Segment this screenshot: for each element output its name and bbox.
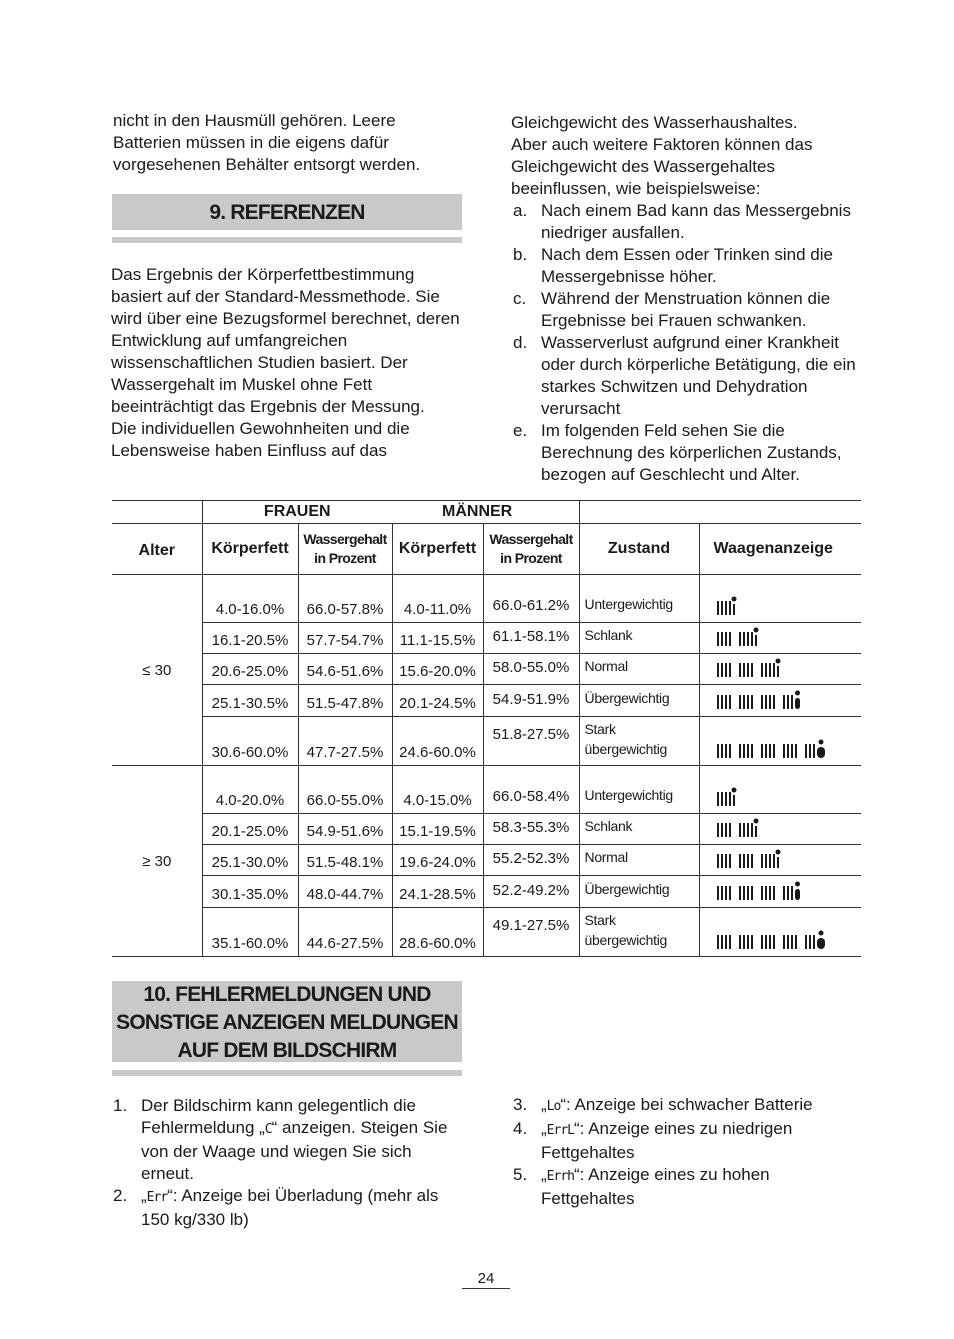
factor-list bbox=[511, 200, 866, 486]
display-bar bbox=[717, 695, 719, 709]
state-line: Stark bbox=[584, 721, 616, 737]
women-bodyfat-cell: 30.1-35.0% bbox=[202, 876, 298, 908]
men-bodyfat-cell: 24.1-28.5% bbox=[392, 876, 483, 908]
person-head bbox=[795, 691, 800, 696]
display-bar bbox=[717, 601, 719, 615]
display-bar bbox=[761, 744, 763, 758]
person-head bbox=[775, 659, 780, 664]
display-bar bbox=[717, 854, 719, 868]
state-cell: Normal bbox=[579, 845, 699, 876]
section-9-rule bbox=[112, 237, 462, 243]
lcd-code: Errh bbox=[546, 1169, 574, 1184]
page-number: 24 bbox=[462, 1270, 510, 1289]
scale-display-icon bbox=[717, 593, 745, 616]
men-bodyfat-cell: 20.1-24.5% bbox=[392, 685, 483, 717]
display-bar bbox=[721, 854, 723, 868]
scale-display-icon bbox=[717, 927, 829, 950]
display-bar bbox=[725, 935, 727, 949]
display-bar bbox=[739, 823, 741, 837]
women-bodyfat-cell: 20.1-25.0% bbox=[202, 814, 298, 845]
men-bodyfat-cell: 24.6-60.0% bbox=[392, 717, 483, 766]
women-water-cell: 44.6-27.5% bbox=[298, 908, 392, 957]
table-row bbox=[112, 717, 861, 766]
state-cell bbox=[579, 908, 699, 957]
state-line: übergewichtig bbox=[584, 741, 668, 757]
men-bodyfat-cell: 4.0-11.0% bbox=[392, 575, 483, 623]
display-bar bbox=[717, 632, 719, 646]
section-9-title: 9. REFERENZEN bbox=[209, 201, 365, 224]
display-bar bbox=[751, 935, 753, 949]
display-bar bbox=[721, 663, 723, 677]
display-bar bbox=[773, 695, 775, 709]
display-bar bbox=[761, 695, 763, 709]
display-bar bbox=[773, 663, 775, 677]
display-bar bbox=[769, 854, 771, 868]
women-water-cell: 54.6-51.6% bbox=[298, 654, 392, 685]
display-cell bbox=[699, 876, 861, 908]
table-row bbox=[112, 814, 861, 845]
factor-item: a. Nach einem Bad kann das Messergebnis niedriger ausfallen. bbox=[513, 201, 851, 242]
women-water-cell: 66.0-55.0% bbox=[298, 766, 392, 814]
display-bar bbox=[765, 695, 767, 709]
display-bar bbox=[739, 854, 741, 868]
person-body bbox=[795, 889, 800, 900]
table-row bbox=[112, 685, 861, 717]
display-bar bbox=[813, 935, 815, 949]
person-head bbox=[731, 597, 736, 602]
display-bar bbox=[765, 663, 767, 677]
error-item: 4. „ErrL“: Anzeige eines zu niedrigen Fettgehaltes bbox=[513, 1119, 793, 1162]
display-bar bbox=[729, 935, 731, 949]
women-water-cell: 47.7-27.5% bbox=[298, 717, 392, 766]
error-item: 3. „Lo“: Anzeige bei schwacher Batterie bbox=[513, 1095, 813, 1114]
section-9-heading bbox=[112, 194, 462, 230]
state-cell: Untergewichtig bbox=[579, 766, 699, 814]
display-cell bbox=[699, 575, 861, 623]
display-bar bbox=[765, 744, 767, 758]
person-body bbox=[817, 938, 825, 949]
person-body bbox=[755, 635, 757, 646]
display-bar bbox=[809, 935, 811, 949]
error-list-left bbox=[111, 1095, 466, 1231]
display-bar bbox=[747, 632, 749, 646]
error-item: 5. „Errh“: Anzeige eines zu hohen Fettgehaltes bbox=[513, 1165, 770, 1208]
person-head bbox=[775, 850, 780, 855]
intro-left-text: nicht in den Hausmüll gehören. Leere Batterien müssen in die eigens dafür vorgesehenen Behälter entsorgt werden. bbox=[113, 111, 421, 174]
lcd-code: Err bbox=[146, 1190, 168, 1205]
section-10-title-line: AUF DEM BILDSCHIRM bbox=[177, 1039, 397, 1062]
men-group-header: MÄNNER bbox=[392, 501, 579, 524]
person-body bbox=[733, 604, 735, 615]
men-bodyfat-cell: 19.6-24.0% bbox=[392, 845, 483, 876]
display-bar bbox=[729, 632, 731, 646]
scale-display-icon bbox=[717, 655, 789, 678]
factor-item: d. Wasserverlust aufgrund einer Krankheit oder durch körperliche Betätigung, die ein starkes Schwitzen und Dehydration verursacht bbox=[513, 333, 856, 418]
display-bar bbox=[783, 744, 785, 758]
display-bar bbox=[787, 695, 789, 709]
person-body bbox=[817, 747, 825, 758]
display-bar bbox=[773, 854, 775, 868]
display-bar bbox=[769, 935, 771, 949]
scale-display-icon bbox=[717, 784, 745, 807]
person-head bbox=[818, 931, 823, 936]
age-header: Alter bbox=[112, 524, 202, 575]
display-bar bbox=[751, 744, 753, 758]
display-bar bbox=[783, 935, 785, 949]
display-bar bbox=[743, 663, 745, 677]
men-bodyfat-cell: 11.1-15.5% bbox=[392, 623, 483, 654]
display-bar bbox=[739, 632, 741, 646]
display-cell bbox=[699, 623, 861, 654]
display-bar bbox=[725, 744, 727, 758]
display-bar bbox=[813, 744, 815, 758]
scale-display-icon bbox=[717, 687, 807, 710]
men-water-cell: 54.9-51.9% bbox=[483, 685, 579, 717]
lcd-code: C bbox=[264, 1122, 272, 1137]
section-9-para-1: Das Ergebnis der Körperfettbestimmung basiert auf der Standard-Messmethode. Sie wird über eine Bezugsformel berechnet, deren Entwicklung auf umfangreichen wissenschaftlichen Studien basiert. Der Wassergehalt im Muskel ohne Fett beeinträchtigt das Ergebnis der Messung. bbox=[111, 265, 460, 416]
display-bar bbox=[765, 935, 767, 949]
men-water-cell: 52.2-49.2% bbox=[483, 876, 579, 908]
display-bar bbox=[743, 632, 745, 646]
display-bar bbox=[721, 744, 723, 758]
women-water-header: Wassergehalt in Prozent bbox=[298, 524, 392, 575]
display-bar bbox=[765, 886, 767, 900]
display-bar bbox=[717, 823, 719, 837]
display-cell bbox=[699, 845, 861, 876]
section-10-rule bbox=[112, 1070, 462, 1076]
display-bar bbox=[729, 663, 731, 677]
display-bar bbox=[761, 854, 763, 868]
display-bar bbox=[747, 663, 749, 677]
display-bar bbox=[743, 935, 745, 949]
display-bar bbox=[739, 935, 741, 949]
women-bodyfat-cell: 4.0-20.0% bbox=[202, 766, 298, 814]
display-bar bbox=[747, 823, 749, 837]
age-cell: ≤ 30 bbox=[112, 575, 202, 766]
women-bodyfat-cell: 25.1-30.0% bbox=[202, 845, 298, 876]
women-water-cell: 57.7-54.7% bbox=[298, 623, 392, 654]
display-bar bbox=[747, 695, 749, 709]
display-bar bbox=[721, 632, 723, 646]
display-bar bbox=[721, 935, 723, 949]
display-bar bbox=[751, 632, 753, 646]
display-bar bbox=[787, 935, 789, 949]
men-bodyfat-cell: 4.0-15.0% bbox=[392, 766, 483, 814]
women-water-cell: 66.0-57.8% bbox=[298, 575, 392, 623]
women-bodyfat-cell: 25.1-30.5% bbox=[202, 685, 298, 717]
person-body bbox=[755, 826, 757, 837]
display-bar bbox=[791, 886, 793, 900]
display-bar bbox=[773, 935, 775, 949]
display-bar bbox=[725, 854, 727, 868]
table-row bbox=[112, 575, 861, 623]
state-cell bbox=[579, 717, 699, 766]
display-bar bbox=[795, 935, 797, 949]
section-10-title-line: 10. FEHLERMELDUNGEN UND bbox=[143, 983, 431, 1006]
display-bar bbox=[721, 823, 723, 837]
display-bar bbox=[729, 854, 731, 868]
error-item: 2. „Err“: Anzeige bei Überladung (mehr als 150 kg/330 lb) bbox=[113, 1186, 439, 1229]
women-bodyfat-cell: 16.1-20.5% bbox=[202, 623, 298, 654]
display-bar bbox=[739, 886, 741, 900]
section-9-para-2: Die individuellen Gewohnheiten und die Lebensweise haben Einfluss auf das bbox=[111, 419, 410, 460]
state-cell: Schlank bbox=[579, 623, 699, 654]
table-row bbox=[112, 623, 861, 654]
person-body bbox=[795, 698, 800, 709]
display-bar bbox=[725, 632, 727, 646]
section-9-right-para-1: Gleichgewicht des Wasserhaushaltes. bbox=[511, 113, 798, 132]
display-bar bbox=[769, 744, 771, 758]
display-cell bbox=[699, 685, 861, 717]
display-bar bbox=[739, 744, 741, 758]
state-line: übergewichtig bbox=[584, 932, 668, 948]
men-water-cell: 61.1-58.1% bbox=[483, 623, 579, 654]
person-body bbox=[777, 666, 779, 677]
state-cell: Untergewichtig bbox=[579, 575, 699, 623]
error-item: 1. Der Bildschirm kann gelegentlich die Fehlermeldung „C“ anzeigen. Steigen Sie von der Waage und wiegen Sie sich erneut. bbox=[113, 1096, 448, 1183]
section-9-body-left bbox=[111, 264, 461, 462]
women-bodyfat-cell: 4.0-16.0% bbox=[202, 575, 298, 623]
men-water-cell: 66.0-58.4% bbox=[483, 766, 579, 814]
factor-item: e. Im folgenden Feld sehen Sie die Berechnung des körperlichen Zustands, bezogen auf Geschlecht und Alter. bbox=[513, 421, 842, 484]
display-bar bbox=[729, 823, 731, 837]
lcd-code: Lo bbox=[546, 1099, 561, 1114]
display-header: Waagenanzeige bbox=[699, 524, 861, 575]
display-bar bbox=[791, 935, 793, 949]
display-bar bbox=[787, 886, 789, 900]
men-water-cell: 55.2-52.3% bbox=[483, 845, 579, 876]
state-cell: Übergewichtig bbox=[579, 876, 699, 908]
age-cell: ≥ 30 bbox=[112, 766, 202, 957]
display-bar bbox=[743, 854, 745, 868]
display-bar bbox=[751, 663, 753, 677]
section-10-heading bbox=[112, 981, 462, 1062]
men-water-cell: 58.3-55.3% bbox=[483, 814, 579, 845]
women-water-cell: 51.5-48.1% bbox=[298, 845, 392, 876]
display-bar bbox=[805, 935, 807, 949]
state-cell: Übergewichtig bbox=[579, 685, 699, 717]
men-bodyfat-cell: 28.6-60.0% bbox=[392, 908, 483, 957]
display-bar bbox=[729, 601, 731, 615]
display-bar bbox=[747, 935, 749, 949]
person-head bbox=[818, 740, 823, 745]
table-row bbox=[112, 654, 861, 685]
display-bar bbox=[721, 792, 723, 806]
person-body bbox=[777, 857, 779, 868]
display-bar bbox=[717, 886, 719, 900]
person-head bbox=[753, 628, 758, 633]
display-bar bbox=[805, 744, 807, 758]
display-bar bbox=[729, 744, 731, 758]
table-row bbox=[112, 908, 861, 957]
women-water-cell: 48.0-44.7% bbox=[298, 876, 392, 908]
display-bar bbox=[761, 886, 763, 900]
women-bodyfat-header: Körperfett bbox=[202, 524, 298, 575]
display-bar bbox=[751, 695, 753, 709]
display-bar bbox=[743, 744, 745, 758]
display-bar bbox=[751, 886, 753, 900]
display-bar bbox=[743, 823, 745, 837]
display-bar bbox=[743, 886, 745, 900]
table-row bbox=[112, 845, 861, 876]
women-water-cell: 54.9-51.6% bbox=[298, 814, 392, 845]
factor-item: b. Nach dem Essen oder Trinken sind die Messergebnisse höher. bbox=[513, 245, 833, 286]
men-bodyfat-cell: 15.6-20.0% bbox=[392, 654, 483, 685]
display-cell bbox=[699, 766, 861, 814]
state-cell: Normal bbox=[579, 654, 699, 685]
lcd-code: ErrL bbox=[546, 1123, 574, 1138]
error-list-right bbox=[511, 1094, 866, 1210]
display-bar bbox=[747, 886, 749, 900]
table-row bbox=[112, 876, 861, 908]
display-bar bbox=[729, 792, 731, 806]
display-bar bbox=[725, 792, 727, 806]
display-bar bbox=[787, 744, 789, 758]
display-bar bbox=[809, 744, 811, 758]
display-bar bbox=[747, 744, 749, 758]
display-bar bbox=[729, 695, 731, 709]
women-bodyfat-cell: 30.6-60.0% bbox=[202, 717, 298, 766]
display-bar bbox=[773, 886, 775, 900]
display-bar bbox=[717, 663, 719, 677]
scale-display-icon bbox=[717, 815, 767, 838]
men-water-cell: 58.0-55.0% bbox=[483, 654, 579, 685]
display-cell bbox=[699, 654, 861, 685]
display-bar bbox=[751, 854, 753, 868]
table-row bbox=[112, 766, 861, 814]
display-bar bbox=[729, 886, 731, 900]
display-bar bbox=[783, 695, 785, 709]
person-head bbox=[753, 819, 758, 824]
men-bodyfat-header: Körperfett bbox=[392, 524, 483, 575]
display-bar bbox=[743, 695, 745, 709]
display-bar bbox=[717, 744, 719, 758]
scale-display-icon bbox=[717, 846, 789, 869]
section-9-right-para-2: Aber auch weitere Faktoren können das Gleichgewicht des Wassergehaltes beeinflussen, wie beispielsweise: bbox=[511, 135, 813, 198]
display-cell bbox=[699, 814, 861, 845]
women-water-cell: 51.5-47.8% bbox=[298, 685, 392, 717]
men-water-header: Wassergehalt in Prozent bbox=[483, 524, 579, 575]
display-bar bbox=[769, 695, 771, 709]
display-bar bbox=[773, 744, 775, 758]
display-bar bbox=[791, 695, 793, 709]
display-bar bbox=[739, 695, 741, 709]
display-bar bbox=[739, 663, 741, 677]
display-bar bbox=[795, 744, 797, 758]
scale-display-icon bbox=[717, 736, 829, 759]
men-water-cell: 66.0-61.2% bbox=[483, 575, 579, 623]
person-head bbox=[731, 788, 736, 793]
display-bar bbox=[725, 886, 727, 900]
factor-item: c. Während der Menstruation können die Ergebnisse bei Frauen schwanken. bbox=[513, 289, 831, 330]
display-bar bbox=[791, 744, 793, 758]
display-bar bbox=[747, 854, 749, 868]
display-bar bbox=[717, 935, 719, 949]
section-10-title-line: SONSTIGE ANZEIGEN MELDUNGEN bbox=[116, 1011, 458, 1034]
person-head bbox=[795, 882, 800, 887]
display-bar bbox=[761, 935, 763, 949]
scale-display-icon bbox=[717, 624, 767, 647]
section-9-body-right bbox=[511, 112, 866, 486]
display-bar bbox=[725, 663, 727, 677]
display-bar bbox=[783, 886, 785, 900]
display-bar bbox=[765, 854, 767, 868]
person-body bbox=[733, 795, 735, 806]
reference-table bbox=[112, 500, 861, 957]
scale-display-icon bbox=[717, 878, 807, 901]
display-bar bbox=[721, 886, 723, 900]
display-bar bbox=[721, 601, 723, 615]
men-water-cell: 49.1-27.5% bbox=[483, 908, 579, 957]
display-bar bbox=[725, 695, 727, 709]
display-bar bbox=[721, 695, 723, 709]
men-bodyfat-cell: 15.1-19.5% bbox=[392, 814, 483, 845]
display-cell bbox=[699, 717, 861, 766]
display-bar bbox=[725, 823, 727, 837]
men-water-cell: 51.8-27.5% bbox=[483, 717, 579, 766]
display-bar bbox=[725, 601, 727, 615]
state-cell: Schlank bbox=[579, 814, 699, 845]
women-bodyfat-cell: 20.6-25.0% bbox=[202, 654, 298, 685]
women-group-header: FRAUEN bbox=[202, 501, 392, 524]
state-header: Zustand bbox=[579, 524, 699, 575]
display-bar bbox=[769, 663, 771, 677]
state-line: Stark bbox=[584, 912, 616, 928]
display-bar bbox=[717, 792, 719, 806]
display-bar bbox=[769, 886, 771, 900]
display-bar bbox=[751, 823, 753, 837]
display-bar bbox=[761, 663, 763, 677]
display-cell bbox=[699, 908, 861, 957]
women-bodyfat-cell: 35.1-60.0% bbox=[202, 908, 298, 957]
